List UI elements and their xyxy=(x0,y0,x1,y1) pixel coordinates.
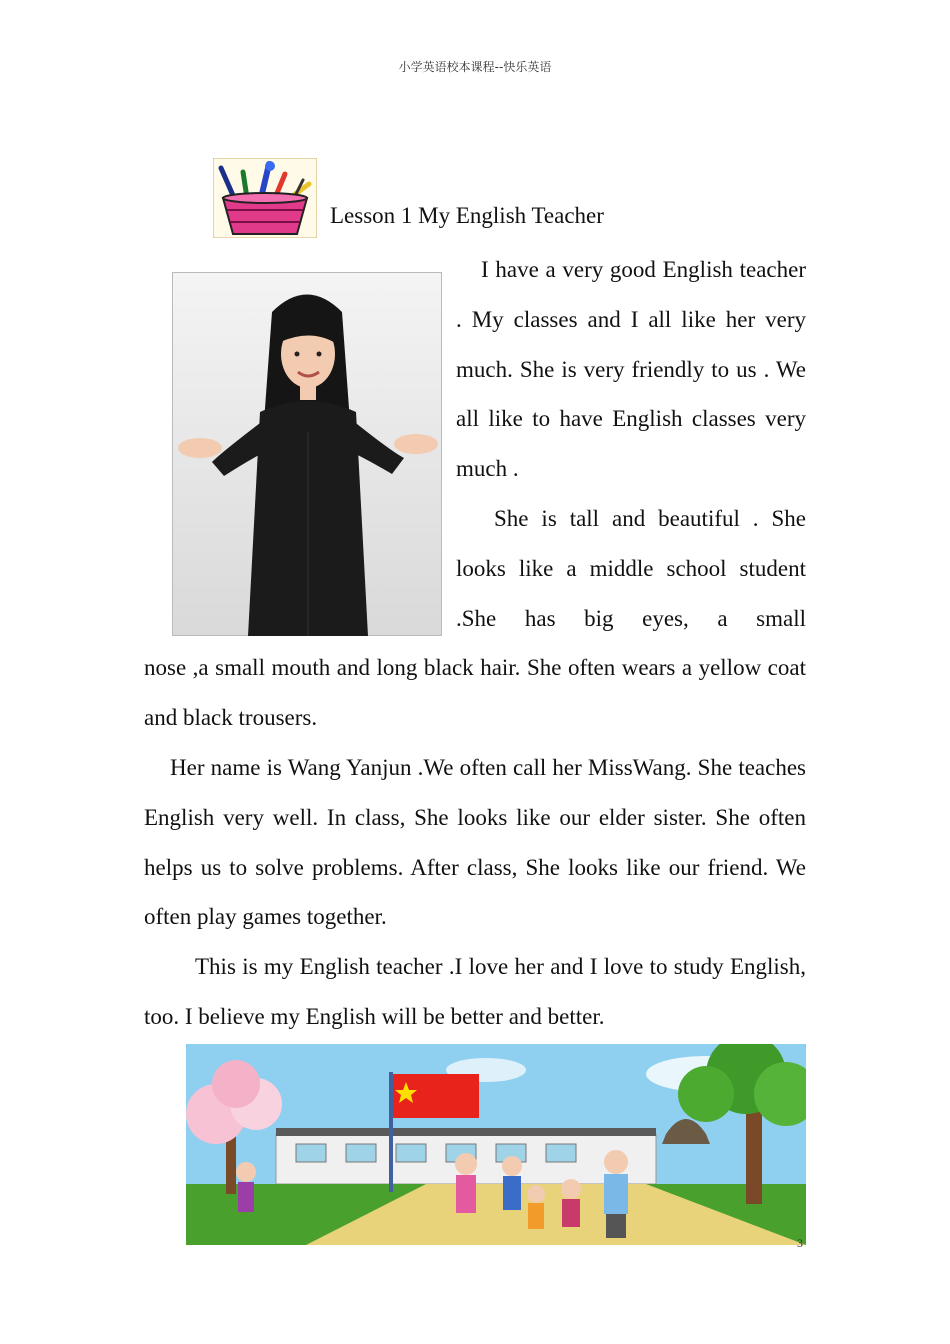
page-header: 小学英语校本课程--快乐英语 xyxy=(398,60,552,74)
pencil-basket-icon xyxy=(213,158,317,238)
teacher-photo xyxy=(172,272,442,636)
paragraph-appearance-continued: nose ,a small mouth and long black hair. She often wears a yellow coat and black trousers. xyxy=(144,655,806,730)
paragraph-intro: I have a very good English teacher . My classes and I all like her very much. She is very friendly to us . We all like to have English classes very much . xyxy=(456,257,806,482)
paragraph-closing: This is my English teacher .I love her and I love to study English, too. I believe my English will be better and better. xyxy=(144,954,806,1029)
page-number: 3 xyxy=(797,1236,803,1250)
paragraph-appearance: She is tall and beautiful . She looks like a middle school student .She has big eyes, a small xyxy=(456,506,806,631)
paragraph-name: Her name is Wang Yanjun .We often call her MissWang. She teaches English very well. In class, She looks like our elder sister. She often helps us to solve problems. After class, She looks like our friend. We often play games together. xyxy=(144,755,806,930)
school-yard-illustration xyxy=(186,1044,806,1245)
lesson-title: Lesson 1 My English Teacher xyxy=(330,203,604,228)
